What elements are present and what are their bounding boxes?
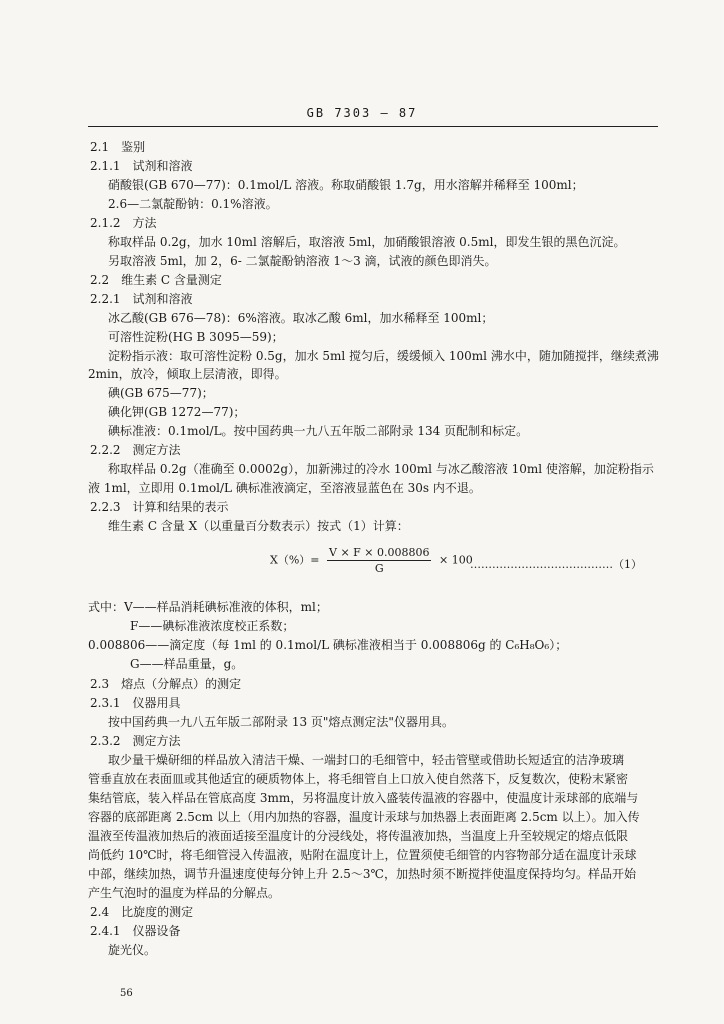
text-line: 容器的底部距离 2.5cm 以上（用内加热的容器，温度计汞球与加热器上表面距离 2.5cm 以上）。加入传: [88, 810, 640, 824]
variable-definition: G——样品重量，g。: [130, 657, 244, 671]
formula-fraction: [327, 546, 431, 575]
text-line: 液 1ml，立即用 0.1mol/L 碘标准液滴定，至溶液显蓝色在 30s 内不退。: [88, 481, 481, 495]
section-2-1-1-heading: 2.1.1 试剂和溶液: [90, 159, 193, 173]
text-line: 称取样品 0.2g，加水 10ml 溶解后，取溶液 5ml，加硝酸银溶液 0.5ml，即发生银的黑色沉淀。: [108, 235, 626, 249]
text-line: 2min，放冷，倾取上层清液，即得。: [88, 367, 287, 381]
text-line: 碘标准液：0.1mol/L。按中国药典一九八五年版二部附录 134 页配制和标定。: [108, 424, 529, 438]
text-line: 产生气泡时的温度为样品的分解点。: [88, 886, 281, 900]
text-line: 冰乙酸(GB 676—78)：6%溶液。取冰乙酸 6ml，加水稀释至 100ml；: [108, 311, 494, 325]
text-line: 称取样品 0.2g（准确至 0.0002g），加新沸过的冷水 100ml 与冰乙酸溶液 10ml 使溶解，加淀粉指示: [108, 462, 654, 476]
text-line: 尚低约 10℃时，将毛细管浸入传温液，贴附在温度计上，位置须使毛细管的内容物部分适在温度计汞球: [88, 848, 637, 862]
text-line: 淀粉指示液：取可溶性淀粉 0.5g，加水 5ml 搅匀后，缓缓倾入 100ml 沸水中，随加随搅拌，继续煮沸: [108, 349, 659, 363]
text-line: 硝酸银(GB 670—77)：0.1mol/L 溶液。称取硝酸银 1.7g，用水溶解并稀释至 100ml；: [108, 178, 584, 192]
section-2-4-heading: 2.4 比旋度的测定: [90, 905, 194, 919]
section-2-2-1-heading: 2.2.1 试剂和溶液: [90, 292, 193, 306]
text-line: 集结管底，装入样品在管底高度 3mm，另将温度计放入盛装传温液的容器中，使温度计汞球部的底端与: [88, 791, 639, 805]
vitamin-c-formula: [270, 546, 473, 575]
text-line: 温液至传温液加热后的液面适接至温度计的分浸线处，将传温液加热，当温度上升至较规定的熔点低限: [88, 829, 629, 843]
section-2-2-heading: 2.2 维生素 C 含量测定: [90, 273, 222, 287]
section-2-1-heading: 2.1 鉴别: [90, 140, 146, 154]
section-2-3-heading: 2.3 熔点（分解点）的测定: [90, 677, 242, 691]
text-line: 取少量干燥研细的样品放入清洁干燥、一端封口的毛细管中，轻击管壁或借助长短适宜的洁净玻璃: [108, 753, 625, 767]
standard-header: GB 7303 — 87: [306, 106, 418, 120]
text-line: 旋光仪。: [108, 943, 157, 957]
formula-numerator: V × F × 0.008806: [329, 546, 430, 559]
formula-denominator: G: [374, 562, 384, 575]
formula-rhs: × 100: [438, 553, 473, 567]
section-2-3-1-heading: 2.3.1 仪器用具: [90, 696, 181, 710]
header-rule: [88, 126, 658, 127]
formula-lhs: X（%）=: [270, 553, 320, 567]
text-line: 另取溶液 5ml，加 2，6- 二氯靛酚钠溶液 1～3 滴，试液的颜色即消失。: [108, 254, 497, 268]
text-line: 按中国药典一九八五年版二部附录 13 页"熔点测定法"仪器用具。: [108, 715, 454, 729]
variable-definition: 0.008806——滴定度（每 1ml 的 0.1mol/L 碘标准液相当于 0.008806g 的 C₆H₈O₆）；: [88, 638, 568, 652]
section-2-3-2-heading: 2.3.2 测定方法: [90, 734, 181, 748]
variable-definition: 式中：V——样品消耗碘标准液的体积，ml；: [88, 600, 328, 614]
section-2-2-2-heading: 2.2.2 测定方法: [90, 443, 181, 457]
text-line: 2.6—二氯靛酚钠：0.1%溶液。: [108, 197, 278, 211]
section-2-1-2-heading: 2.1.2 方法: [90, 216, 157, 230]
text-line: 碘化钾(GB 1272—77)；: [108, 405, 246, 419]
formula-number: …………………………………（1）: [470, 558, 642, 571]
page-number: 56: [120, 988, 133, 999]
text-line: 可溶性淀粉(HG B 3095—59)；: [108, 330, 284, 344]
section-2-4-1-heading: 2.4.1 仪器设备: [90, 924, 181, 938]
text-line: 管垂直放在表面皿或其他适宜的硬质物体上，将毛细管自上口放入使自然落下，反复数次，使粉末紧密: [88, 772, 629, 786]
text-line: 维生素 C 含量 X（以重量百分数表示）按式（1）计算：: [108, 519, 409, 533]
text-line: 中部，继续加热，调节升温速度使每分钟上升 2.5～3℃，加热时须不断搅拌使温度保持均匀。样品开始: [88, 867, 636, 881]
text-line: 碘(GB 675—77)；: [108, 386, 214, 400]
variable-definition: F——碘标准液浓度校正系数；: [130, 619, 295, 633]
section-2-2-3-heading: 2.2.3 计算和结果的表示: [90, 500, 229, 514]
